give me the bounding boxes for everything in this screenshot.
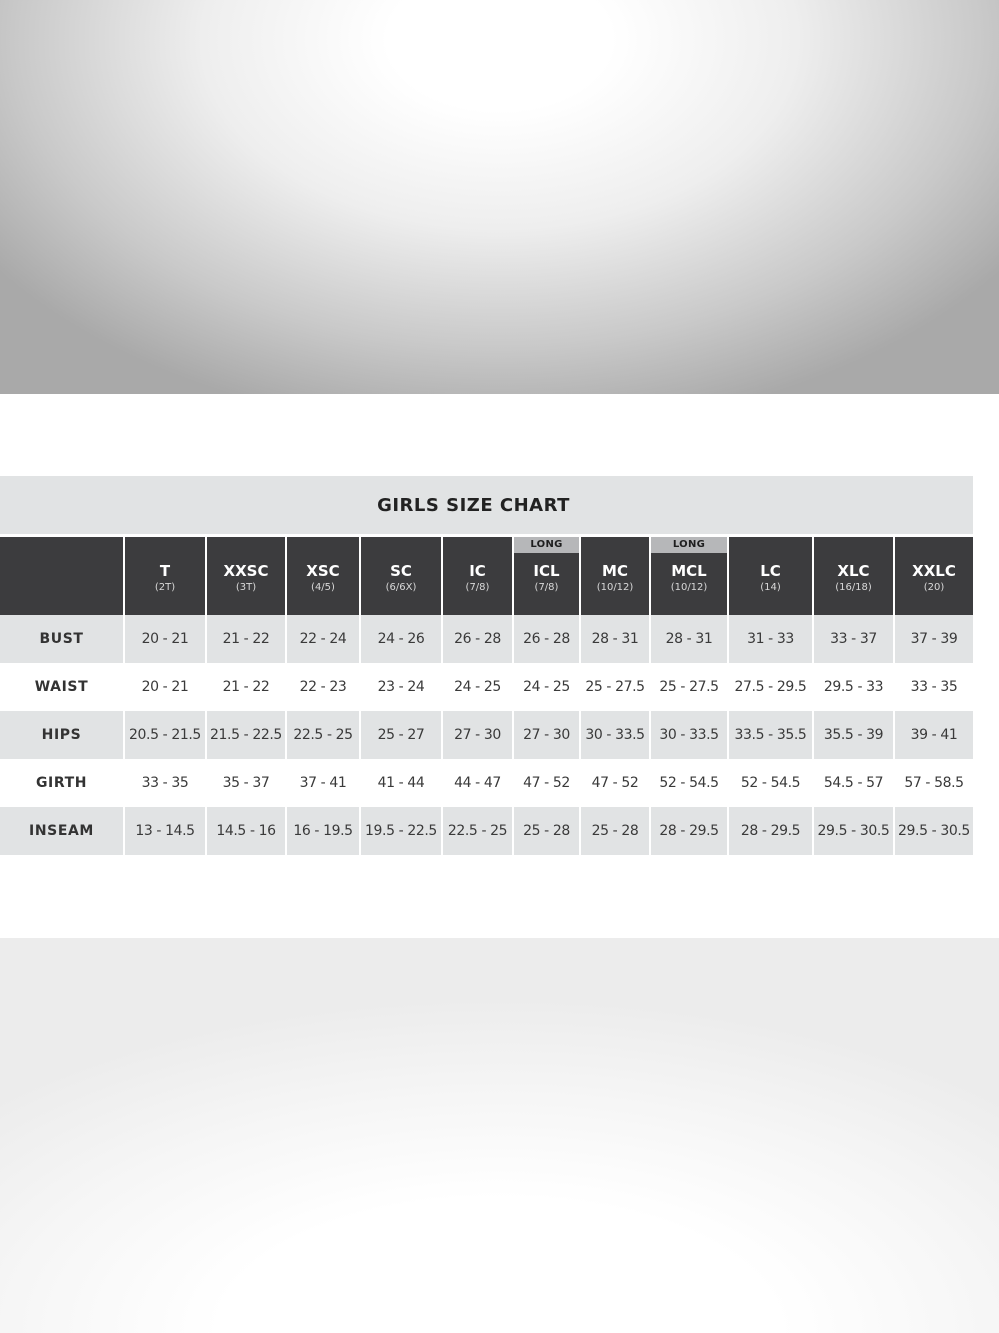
size-column-header: XSC (4/5) — [286, 537, 360, 615]
size-column-header: XXSC (3T) — [206, 537, 286, 615]
size-column-header: SC (6/6X) — [360, 537, 442, 615]
size-table — [0, 537, 973, 855]
table-cell: 25 - 28 — [580, 807, 650, 855]
table-cell: 39 - 41 — [894, 711, 973, 759]
long-tag: LONG — [514, 537, 579, 553]
size-column-header-long: LONG ICL (7/8) — [513, 537, 580, 615]
table-cell: 35.5 - 39 — [813, 711, 894, 759]
table-cell: 57 - 58.5 — [894, 759, 973, 807]
long-tag: LONG — [651, 537, 727, 553]
table-cell: 20 - 21 — [124, 663, 206, 711]
table-cell: 25 - 27 — [360, 711, 442, 759]
table-row-girth — [0, 759, 973, 807]
size-column-header: XLC (16/18) — [813, 537, 894, 615]
row-label: WAIST — [0, 663, 124, 711]
table-cell: 30 - 33.5 — [580, 711, 650, 759]
table-cell: 14.5 - 16 — [206, 807, 286, 855]
girls-size-chart — [0, 476, 973, 855]
table-cell: 37 - 39 — [894, 615, 973, 663]
table-cell: 22 - 24 — [286, 615, 360, 663]
size-column-header: T (2T) — [124, 537, 206, 615]
row-label: HIPS — [0, 711, 124, 759]
table-cell: 22.5 - 25 — [442, 807, 513, 855]
chart-title-bar — [0, 476, 973, 534]
size-column-header-long: LONG MCL (10/12) — [650, 537, 728, 615]
bottom-background-gradient — [0, 938, 999, 1333]
table-cell: 29.5 - 30.5 — [813, 807, 894, 855]
table-cell: 24 - 26 — [360, 615, 442, 663]
table-cell: 28 - 31 — [650, 615, 728, 663]
table-cell: 27.5 - 29.5 — [728, 663, 813, 711]
table-cell: 27 - 30 — [513, 711, 580, 759]
table-cell: 54.5 - 57 — [813, 759, 894, 807]
table-cell: 29.5 - 30.5 — [894, 807, 973, 855]
table-cell: 29.5 - 33 — [813, 663, 894, 711]
table-cell: 13 - 14.5 — [124, 807, 206, 855]
size-column-header: LC (14) — [728, 537, 813, 615]
row-label: INSEAM — [0, 807, 124, 855]
row-label: GIRTH — [0, 759, 124, 807]
table-cell: 37 - 41 — [286, 759, 360, 807]
table-cell: 16 - 19.5 — [286, 807, 360, 855]
table-cell: 25 - 28 — [513, 807, 580, 855]
table-cell: 28 - 29.5 — [728, 807, 813, 855]
row-label: BUST — [0, 615, 124, 663]
table-row-bust — [0, 615, 973, 663]
table-cell: 47 - 52 — [513, 759, 580, 807]
table-cell: 33.5 - 35.5 — [728, 711, 813, 759]
table-cell: 22 - 23 — [286, 663, 360, 711]
table-cell: 28 - 31 — [580, 615, 650, 663]
size-column-header: XXLC (20) — [894, 537, 973, 615]
table-cell: 20 - 21 — [124, 615, 206, 663]
table-cell: 30 - 33.5 — [650, 711, 728, 759]
size-column-header: MC (10/12) — [580, 537, 650, 615]
table-cell: 33 - 35 — [124, 759, 206, 807]
table-row-inseam — [0, 807, 973, 855]
table-cell: 31 - 33 — [728, 615, 813, 663]
chart-title: GIRLS SIZE CHART — [377, 494, 570, 516]
table-cell: 33 - 37 — [813, 615, 894, 663]
table-cell: 24 - 25 — [442, 663, 513, 711]
table-cell: 21 - 22 — [206, 615, 286, 663]
table-cell: 44 - 47 — [442, 759, 513, 807]
size-column-header: IC (7/8) — [442, 537, 513, 615]
table-cell: 41 - 44 — [360, 759, 442, 807]
table-cell: 20.5 - 21.5 — [124, 711, 206, 759]
header-corner-cell — [0, 537, 124, 615]
size-header-row — [0, 537, 973, 615]
table-cell: 19.5 - 22.5 — [360, 807, 442, 855]
table-cell: 26 - 28 — [442, 615, 513, 663]
table-cell: 21.5 - 22.5 — [206, 711, 286, 759]
table-cell: 33 - 35 — [894, 663, 973, 711]
table-cell: 23 - 24 — [360, 663, 442, 711]
table-cell: 25 - 27.5 — [650, 663, 728, 711]
table-cell: 26 - 28 — [513, 615, 580, 663]
table-cell: 25 - 27.5 — [580, 663, 650, 711]
table-cell: 35 - 37 — [206, 759, 286, 807]
table-row-waist — [0, 663, 973, 711]
table-cell: 47 - 52 — [580, 759, 650, 807]
table-cell: 22.5 - 25 — [286, 711, 360, 759]
table-cell: 52 - 54.5 — [650, 759, 728, 807]
table-row-hips — [0, 711, 973, 759]
table-cell: 24 - 25 — [513, 663, 580, 711]
table-cell: 21 - 22 — [206, 663, 286, 711]
top-background-gradient — [0, 0, 999, 394]
table-cell: 52 - 54.5 — [728, 759, 813, 807]
table-cell: 27 - 30 — [442, 711, 513, 759]
table-cell: 28 - 29.5 — [650, 807, 728, 855]
